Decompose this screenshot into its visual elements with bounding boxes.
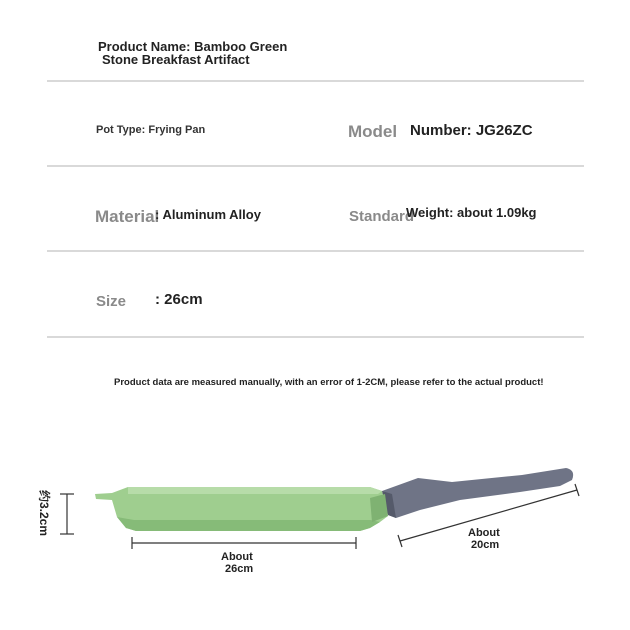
pot-type: Pot Type: Frying Pan xyxy=(96,124,206,136)
handle-value: 20cm xyxy=(471,539,500,551)
material-value: : Aluminum Alloy xyxy=(155,207,261,222)
measurement-note: Product data are measured manually, with an error of 1-2CM, please refer to the actual product! xyxy=(114,377,544,388)
length-dimension xyxy=(132,537,356,549)
model-value: Number: JG26ZC xyxy=(410,122,533,139)
product-name-line1: Product Name: Bamboo Green xyxy=(98,39,288,54)
model-label: Model xyxy=(348,122,398,141)
pan-handle xyxy=(382,468,573,518)
size-value: : 26cm xyxy=(155,291,203,308)
length-label: About xyxy=(221,551,253,563)
standard-label: Standard xyxy=(349,208,415,225)
size-label: Size xyxy=(96,293,127,310)
standard-value: Weight: about 1.09kg xyxy=(406,205,537,220)
product-name-line2: Stone Breakfast Artifact xyxy=(102,52,250,67)
material-label: Material xyxy=(95,207,160,226)
handle-label: About xyxy=(468,527,500,539)
length-value: 26cm xyxy=(225,563,254,575)
height-dimension xyxy=(60,494,74,534)
height-label: 约3.2cm xyxy=(37,490,51,537)
